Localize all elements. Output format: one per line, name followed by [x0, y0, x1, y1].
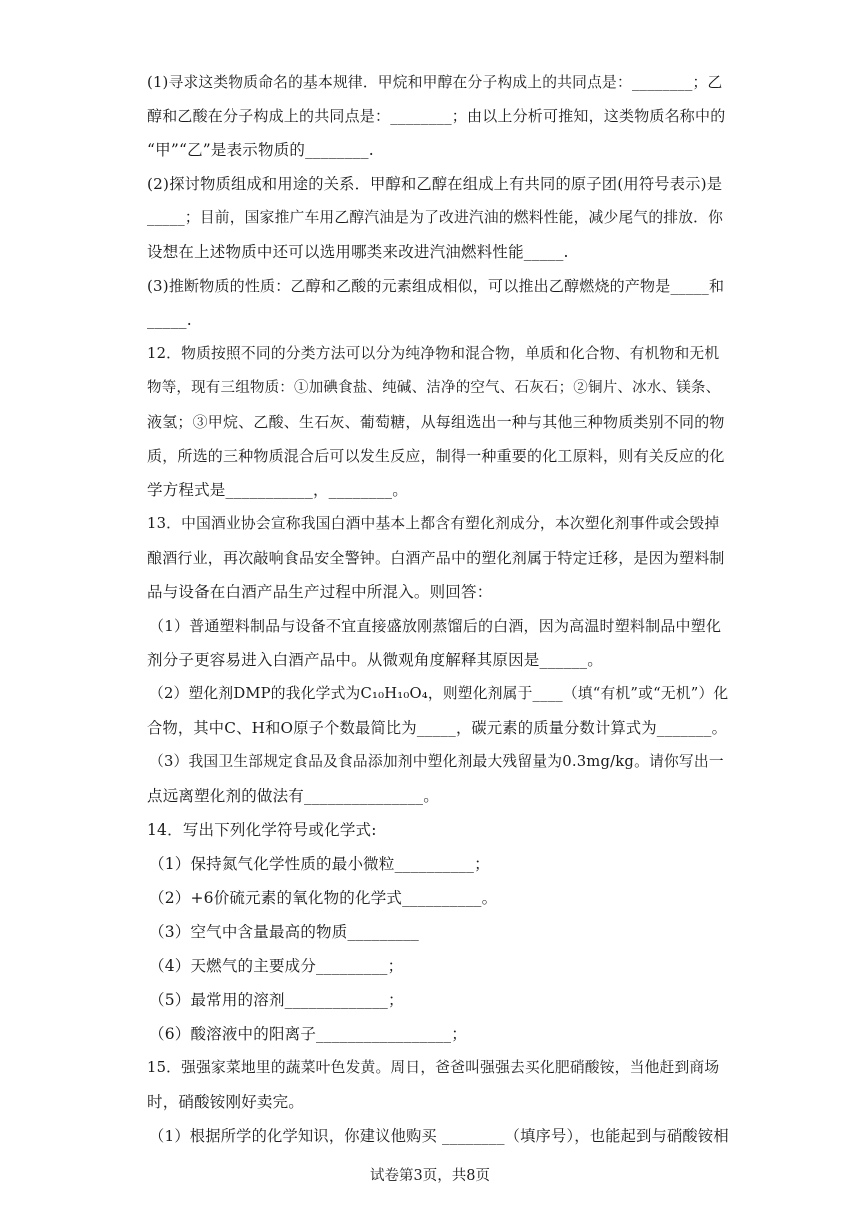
text-line: （2）塑化剂DMP的我化学式为C₁₀H₁₀O₄，则塑化剂属于____（填“有机”或“无机”）化 — [149, 685, 729, 702]
text-line: （6）酸溶液中的阳离子_________________； — [149, 1025, 467, 1043]
text-line: “甲”“乙”是表示物质的________. — [147, 141, 374, 159]
text-line: （1）根据所学的化学知识，你建议他购买 ________（填序号），也能起到与硝酸铵相 — [149, 1127, 729, 1145]
text-line: 时，硝酸铵刚好卖完。 — [147, 1093, 305, 1111]
text-line: 醇和乙酸在分子构成上的共同点是：________；由以上分析可推知，这类物质名称中的 — [147, 107, 726, 125]
text-line: 剂分子更容易进入白酒产品中。从微观角度解释其原因是______。 — [147, 651, 603, 669]
text-line: (1)寻求这类物质命名的基本规律．甲烷和甲醇在分子构成上的共同点是：________；乙 — [147, 74, 723, 91]
text-line: （3）空气中含量最高的物质_________ — [149, 923, 420, 941]
question-14: 14．写出下列化学符号或化学式: — [147, 821, 377, 839]
question-15: 15．强强家菜地里的蔬菜叶色发黄。周日，爸爸叫强强去买化肥硝酸铵，当他赶到商场 — [147, 1059, 720, 1076]
text-line: （3）我国卫生部规定食品及食品添加剂中塑化剂最大残留量为0.3mg/kg。请你写出一 — [149, 753, 724, 770]
text-line: 液氢；③甲烷、乙酸、生石灰、葡萄糖，从每组选出一种与其他三种物质类别不同的物 — [147, 413, 725, 431]
text-line: （5）最常用的溶剂_____________； — [149, 991, 404, 1009]
text-line: (3)推断物质的性质：乙醇和乙酸的元素组成相似，可以推出乙醇燃烧的产物是_____和 — [147, 277, 725, 295]
text-line: （4）天燃气的主要成分_________； — [149, 957, 404, 975]
text-line: 点远离塑化剂的做法有_______________。 — [147, 787, 439, 805]
page-footer: 试卷第3页，共8页 — [370, 1168, 490, 1184]
text-line: （1）普通塑料制品与设备不宜直接盛放刚蒸馏后的白酒，因为高温时塑料制品中塑化 — [149, 617, 722, 635]
text-line: _____；目前，国家推广车用乙醇汽油是为了改进汽油的燃料性能，减少尾气的排放．你 — [147, 209, 724, 226]
text-line: 酿酒行业，再次敲响食品安全警钟。白酒产品中的塑化剂属于特定迁移，是因为塑料制 — [147, 549, 725, 567]
text-line: (2)探讨物质组成和用途的关系．甲醇和乙醇在组成上有共同的原子团(用符号表示)是 — [147, 175, 723, 193]
text-line: 质，所选的三种物质混合后可以发生反应，制得一种重要的化工原料，则有关反应的化 — [147, 447, 725, 465]
question-13: 13．中国酒业协会宣称我国白酒中基本上都含有塑化剂成分，本次塑化剂事件或会毁掉 — [147, 515, 720, 532]
text-line: 学方程式是___________，________。 — [147, 481, 408, 499]
question-12: 12．物质按照不同的分类方法可以分为纯净物和混合物，单质和化合物、有机物和无机 — [147, 345, 720, 362]
text-line: 设想在上述物质中还可以选用哪类来改进汽油燃料性能_____. — [147, 243, 569, 261]
text-line: 品与设备在白酒产品生产过程中所混入。则回答： — [147, 583, 493, 601]
text-line: （2）+6价硫元素的氧化物的化学式__________。 — [149, 889, 498, 907]
text-line: 合物，其中C、H和O原子个数最简比为_____，碳元素的质量分数计算式为_______。 — [147, 719, 728, 737]
text-line: （1）保持氮气化学性质的最小微粒__________； — [149, 855, 490, 873]
text-line: _____. — [147, 311, 192, 329]
text-line: 物等，现有三组物质：①加碘食盐、纯碱、洁净的空气、石灰石；②铜片、冰水、镁条、 — [147, 380, 721, 396]
